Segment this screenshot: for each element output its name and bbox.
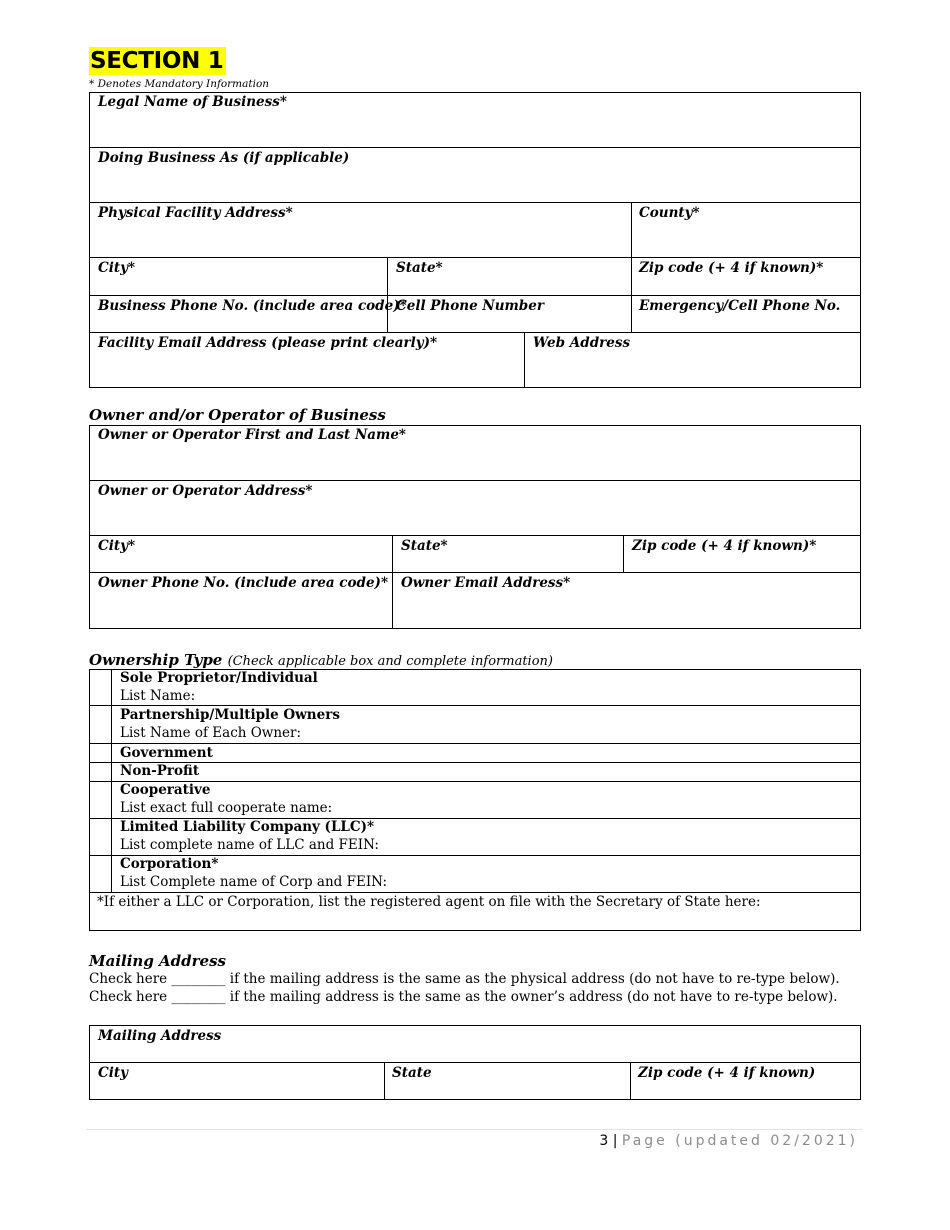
row-divider bbox=[89, 743, 861, 744]
section-title: SECTION 1 bbox=[90, 48, 224, 74]
col-divider bbox=[631, 202, 632, 332]
mailing-state-field[interactable]: State bbox=[392, 1065, 432, 1081]
physical-address-field[interactable]: Physical Facility Address* bbox=[98, 205, 293, 221]
same-as-physical-check[interactable]: Check here ________ if the mailing address is the same as the physical address (do not have to re-type below). bbox=[89, 971, 840, 987]
row-divider bbox=[89, 295, 861, 296]
registered-agent-field[interactable]: *If either a LLC or Corporation, list the registered agent on file with the Secretary of State here: bbox=[97, 894, 761, 910]
corporation-name-field[interactable]: List Complete name of Corp and FEIN: bbox=[120, 874, 388, 890]
cooperative-checkbox[interactable] bbox=[90, 782, 111, 818]
col-divider bbox=[630, 1062, 631, 1100]
mandatory-note: * Denotes Mandatory Information bbox=[89, 78, 270, 90]
owner-address-field[interactable]: Owner or Operator Address* bbox=[98, 483, 313, 499]
footer-separator: | bbox=[612, 1133, 618, 1149]
ownership-type-subheading: (Check applicable box and complete information) bbox=[227, 654, 553, 669]
col-divider bbox=[392, 535, 393, 629]
corporation-label: Corporation* bbox=[120, 856, 219, 872]
col-divider bbox=[384, 1062, 385, 1100]
row-divider bbox=[89, 480, 861, 481]
footer-text: Page (updated 02/2021) bbox=[621, 1133, 858, 1149]
row-divider bbox=[89, 762, 861, 763]
cell-phone-field[interactable]: Cell Phone Number bbox=[396, 298, 544, 314]
facility-email-field[interactable]: Facility Email Address (please print clearly)* bbox=[98, 335, 438, 351]
cooperative-label: Cooperative bbox=[120, 782, 211, 798]
row-divider bbox=[89, 332, 861, 333]
llc-checkbox[interactable] bbox=[90, 819, 111, 855]
emergency-phone-field[interactable]: Emergency/Cell Phone No. bbox=[639, 298, 841, 314]
legal-name-field[interactable]: Legal Name of Business* bbox=[98, 94, 287, 110]
corporation-checkbox[interactable] bbox=[90, 856, 111, 892]
business-zip-field[interactable]: Zip code (+ 4 if known)* bbox=[639, 260, 824, 276]
owner-zip-field[interactable]: Zip code (+ 4 if known)* bbox=[632, 538, 817, 554]
llc-name-field[interactable]: List complete name of LLC and FEIN: bbox=[120, 837, 379, 853]
row-divider bbox=[89, 1062, 861, 1063]
footer-divider bbox=[86, 1129, 862, 1130]
col-divider bbox=[387, 257, 388, 332]
same-as-owner-check[interactable]: Check here ________ if the mailing address is the same as the owner’s address (do not have to re-type below). bbox=[89, 989, 838, 1005]
mailing-city-field[interactable]: City bbox=[98, 1065, 128, 1081]
ownership-type-heading bbox=[89, 651, 553, 671]
row-divider bbox=[89, 572, 861, 573]
owner-table-border bbox=[89, 425, 861, 629]
row-divider bbox=[89, 705, 861, 706]
business-state-field[interactable]: State* bbox=[396, 260, 443, 276]
row-divider bbox=[89, 257, 861, 258]
ownership-type-title: Ownership Type bbox=[89, 651, 223, 669]
business-phone-field[interactable]: Business Phone No. (include area code)* bbox=[98, 298, 407, 314]
business-city-field[interactable]: City* bbox=[98, 260, 136, 276]
llc-label: Limited Liability Company (LLC)* bbox=[120, 819, 375, 835]
row-divider bbox=[89, 202, 861, 203]
owner-heading: Owner and/or Operator of Business bbox=[89, 406, 386, 424]
county-field[interactable]: County* bbox=[639, 205, 700, 221]
row-divider bbox=[89, 535, 861, 536]
cooperative-name-field[interactable]: List exact full cooperate name: bbox=[120, 800, 333, 816]
non-profit-checkbox[interactable] bbox=[90, 763, 111, 781]
government-label: Government bbox=[120, 745, 213, 761]
sole-proprietor-label: Sole Proprietor/Individual bbox=[120, 670, 318, 686]
col-divider bbox=[524, 332, 525, 388]
page-footer bbox=[599, 1132, 858, 1150]
owner-name-field[interactable]: Owner or Operator First and Last Name* bbox=[98, 427, 406, 443]
sole-proprietor-checkbox[interactable] bbox=[90, 670, 111, 705]
government-checkbox[interactable] bbox=[90, 744, 111, 762]
mailing-heading: Mailing Address bbox=[89, 952, 226, 970]
web-address-field[interactable]: Web Address bbox=[533, 335, 631, 351]
owner-state-field[interactable]: State* bbox=[401, 538, 448, 554]
owner-phone-field[interactable]: Owner Phone No. (include area code)* bbox=[98, 575, 388, 591]
page-number: 3 bbox=[599, 1133, 609, 1149]
non-profit-label: Non-Profit bbox=[120, 763, 200, 779]
col-divider bbox=[623, 535, 624, 572]
row-divider bbox=[89, 892, 861, 893]
dba-field[interactable]: Doing Business As (if applicable) bbox=[98, 150, 350, 166]
mailing-zip-field[interactable]: Zip code (+ 4 if known) bbox=[638, 1065, 816, 1081]
owner-city-field[interactable]: City* bbox=[98, 538, 136, 554]
sole-proprietor-name-field[interactable]: List Name: bbox=[120, 688, 196, 704]
partnership-label: Partnership/Multiple Owners bbox=[120, 707, 340, 723]
partnership-owners-field[interactable]: List Name of Each Owner: bbox=[120, 725, 302, 741]
partnership-checkbox[interactable] bbox=[90, 706, 111, 743]
row-divider bbox=[89, 147, 861, 148]
owner-email-field[interactable]: Owner Email Address* bbox=[401, 575, 571, 591]
mailing-address-field[interactable]: Mailing Address bbox=[98, 1028, 222, 1044]
